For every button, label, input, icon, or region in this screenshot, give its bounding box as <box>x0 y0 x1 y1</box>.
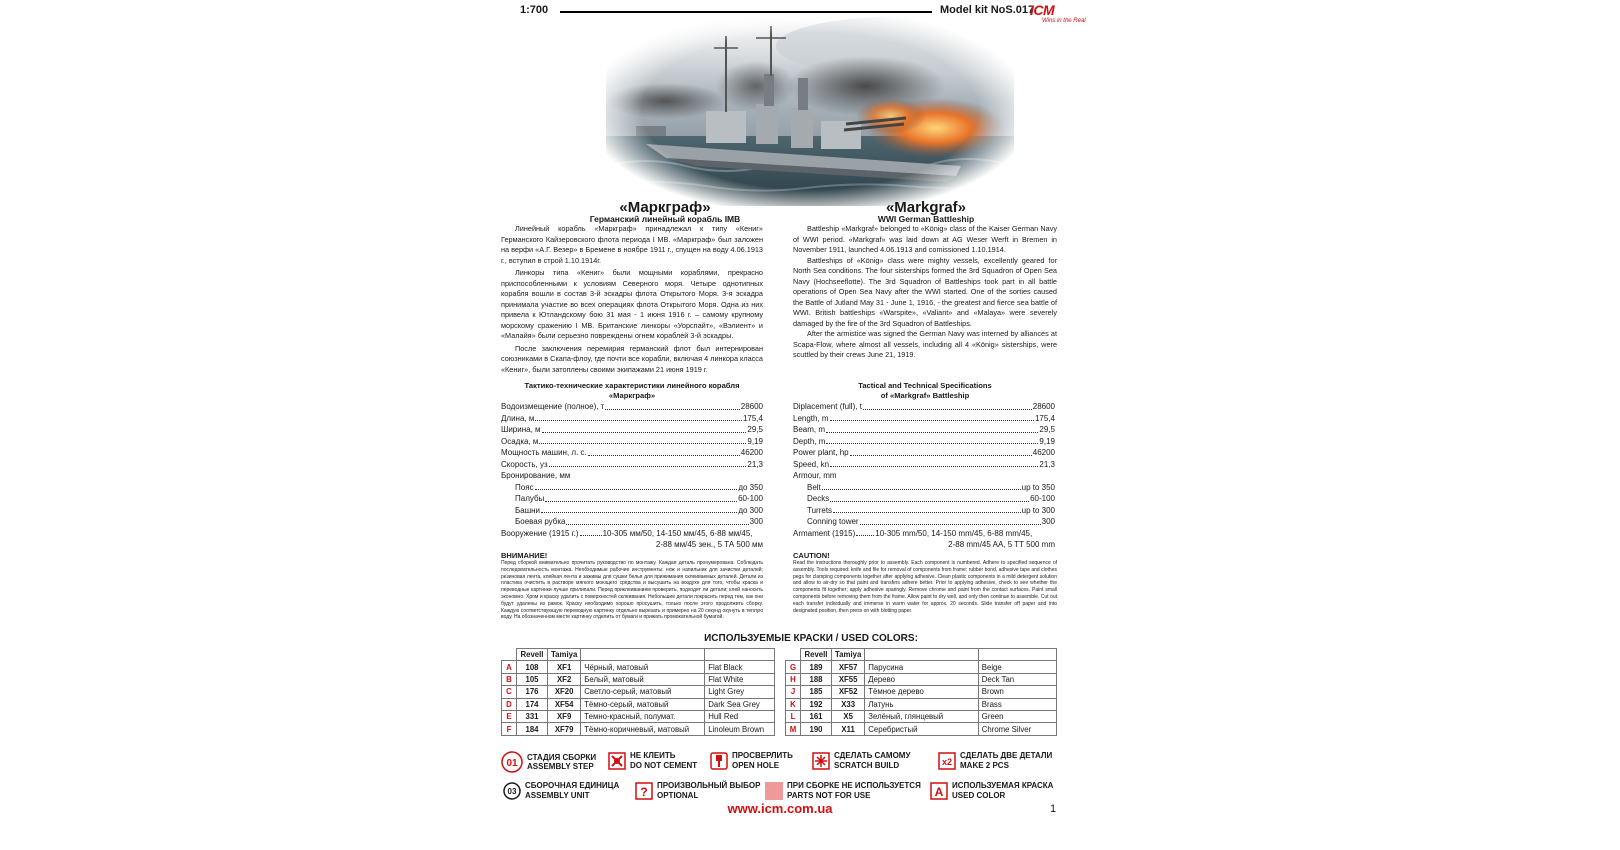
legend-label-en: ASSEMBLY STEP <box>527 762 594 771</box>
color-name-ru: Темно-красный, полумат. <box>581 710 705 722</box>
legend-label-en: PARTS NOT FOR USE <box>787 790 871 800</box>
spec-value: 29,5 <box>1039 425 1055 434</box>
en-spec-title-line: of «Markgraf» Battleship <box>880 391 970 400</box>
legend-do-not-cement <box>608 751 697 770</box>
en-subtitle: WWI German Battleship <box>877 214 975 224</box>
scratch-build-icon <box>812 752 830 770</box>
page-number: 1 <box>1050 803 1057 815</box>
spec-value: 28600 <box>740 402 763 411</box>
legend-label-en: MAKE 2 PCS <box>960 760 1009 770</box>
legend-label-ru: ИСПОЛЬЗУЕМАЯ КРАСКА <box>952 781 1054 790</box>
ru-spec-title-line: Тактико-технические характеристики линейного корабля <box>524 381 740 390</box>
assembly-unit-icon <box>503 782 521 800</box>
revell-code: 174 <box>517 698 548 710</box>
color-letter: H <box>786 673 801 685</box>
spec-value: 60-100 <box>738 494 763 503</box>
tamiya-code: XF57 <box>832 661 865 673</box>
model-kit-number: Model kit NoS.017 <box>940 4 1035 16</box>
spec-label: Belt <box>807 482 821 492</box>
revell-code: 185 <box>801 686 832 698</box>
logo-tagline: Wins in the Real <box>1042 18 1086 24</box>
color-name-ru: Тёмно-серый, матовый <box>581 698 705 710</box>
legend-label-en: OPTIONAL <box>657 790 699 800</box>
spec-value: 9,19 <box>747 436 763 446</box>
spec-row <box>501 493 763 505</box>
icm-logo <box>1028 2 1090 28</box>
en-caution-text: Read the instructions thoroughly prior to assembly. Each component is numbered. Adhere to specified sequence of assembly. Tools required: knife and file for removal of components from frame; rubber bond, adhesive tape and clothes pegs for clamping components together after applying adhesive. Clean plastic components in a mild detergent solution and allow to air-dry so that paint and transfers adhere better. Prior to applying adhesive, check to see whether the components fit together; apply adhesive sparingly. Remove chrome and paint from the contact surfaces. Paint small components before removing them from the frame. Allow paint to dry well, and only then continue to assemble. Cut out each transfer individually and immerse in warm water for approx. 20 seconds. Slide transfer off paper and into designated position, then press on with blotting paper. <box>793 560 1057 614</box>
svg-text:?: ? <box>640 784 648 799</box>
tamiya-code: XF1 <box>548 661 581 673</box>
spec-label: Вооружение (1915 г.) <box>501 528 579 538</box>
ru-caution-title: ВНИМАНИЕ! <box>501 551 548 560</box>
ru-description <box>501 224 763 375</box>
spec-label: Пояс <box>515 482 534 492</box>
tamiya-code: X33 <box>832 698 865 710</box>
colors-table-left <box>501 648 775 736</box>
legend-label-en: USED COLOR <box>952 790 1006 800</box>
legend-label-en: ASSEMBLY UNIT <box>525 790 590 800</box>
color-letter: K <box>786 698 801 710</box>
legend-assembly-step <box>501 751 596 773</box>
legend-label-ru: ПРОИЗВОЛЬНЫЙ ВЫБОР <box>657 781 761 790</box>
revell-code: 331 <box>517 710 548 722</box>
spec-label: Armament (1915) <box>793 528 856 538</box>
color-letter: C <box>502 686 517 698</box>
color-name-ru: Тёмное дерево <box>865 686 978 698</box>
color-name-ru: Тёмно-коричневый, матовый <box>581 723 705 735</box>
spec-label: Водоизмещение (полное), т <box>501 402 605 411</box>
spec-label: Ширина, м <box>501 425 541 434</box>
en-title: «Markgraf» <box>885 199 967 216</box>
spec-row <box>501 401 763 413</box>
legend-label-ru: СТАДИЯ СБОРКИ <box>527 752 597 762</box>
optional-icon <box>635 782 653 800</box>
table-row <box>502 710 775 722</box>
revell-code: 189 <box>801 661 832 673</box>
spec-row <box>501 505 763 517</box>
colors-table-right <box>785 648 1057 736</box>
color-name-ru: Зелёный, глянцевый <box>865 710 978 722</box>
ru-title: «Маркграф» <box>619 199 711 216</box>
do-not-cement-icon <box>608 752 626 770</box>
col-revell: Revell <box>517 649 548 661</box>
spec-row <box>501 459 763 471</box>
table-row <box>786 698 1057 710</box>
revell-code: 108 <box>517 661 548 673</box>
revell-code: 161 <box>801 710 832 722</box>
spec-value: 46200 <box>1032 448 1055 457</box>
spec-label: Палубы <box>515 494 545 503</box>
not-used-icon <box>765 782 783 800</box>
tamiya-code: XF2 <box>548 673 581 685</box>
legend-label-ru: ПРОСВЕРЛИТЬ <box>732 751 793 760</box>
tamiya-code: XF9 <box>548 710 581 722</box>
en-spec-title-line: Tactical and Technical Specifications <box>858 381 992 390</box>
armour-heading: Бронирование, мм <box>501 471 571 480</box>
spec-label: Мощность машин, л. с. <box>501 448 587 457</box>
spec-value: up to 300 <box>1021 505 1055 515</box>
tamiya-code: XF52 <box>832 686 865 698</box>
spec-label: Depth, m <box>793 436 826 446</box>
table-header-row <box>786 649 1057 661</box>
en-spec-list <box>793 401 1055 551</box>
spec-label: Speed, kn <box>793 459 830 469</box>
spec-value: up to 350 <box>1021 482 1055 492</box>
revell-code: 105 <box>517 673 548 685</box>
spec-row <box>793 436 1055 448</box>
spec-row <box>501 516 763 528</box>
spec-label: Beam, m <box>793 425 826 434</box>
color-name-ru: Светло-серый, матовый <box>581 686 705 698</box>
ru-subtitle: Германский линейный корабль IМВ <box>589 214 741 224</box>
tamiya-code: XF55 <box>832 673 865 685</box>
revell-code: 192 <box>801 698 832 710</box>
spec-label: Длина, м <box>501 413 535 423</box>
armament-continued: 2-88 mm/45 AA, 5 TT 500 mm <box>948 540 1055 549</box>
spec-value: 10-305 mm/50, 14-150 mm/45, 6-88 mm/45, <box>875 528 1033 538</box>
color-letter: J <box>786 686 801 698</box>
tamiya-code: X5 <box>832 710 865 722</box>
color-name-en: Flat White <box>705 673 775 685</box>
spec-label: Боевая рубка <box>515 517 566 526</box>
color-name-ru: Дерево <box>865 673 978 685</box>
table-row <box>786 673 1057 685</box>
tamiya-code: X11 <box>832 723 865 735</box>
drill-icon <box>710 752 728 770</box>
color-name-ru: Серебристый <box>865 723 978 735</box>
col-tamiya: Tamiya <box>832 649 865 661</box>
ru-spec-list <box>501 401 763 551</box>
spec-value: до 300 <box>738 505 763 515</box>
legend-make-two <box>938 751 1052 770</box>
spec-value: 21,3 <box>1039 459 1055 469</box>
tamiya-code: XF20 <box>548 686 581 698</box>
color-letter: E <box>502 710 517 722</box>
legend-label-en: SCRATCH BUILD <box>834 760 900 770</box>
ru-spec-title <box>501 381 763 401</box>
color-letter: B <box>502 673 517 685</box>
spec-row <box>793 413 1055 425</box>
spec-label: Power plant, hp <box>793 448 849 457</box>
battleship-illustration <box>606 16 1014 206</box>
legend-scratch-build <box>812 751 910 770</box>
spec-row <box>501 436 763 448</box>
color-name-en: Chrome Silver <box>978 723 1056 735</box>
spec-label: Башни <box>515 505 541 515</box>
color-name-en: Beige <box>978 661 1056 673</box>
legend-label-ru: СДЕЛАТЬ САМОМУ <box>834 751 911 760</box>
color-name-en: Light Grey <box>705 686 775 698</box>
armour-heading: Armour, mm <box>793 471 837 480</box>
table-row <box>502 723 775 735</box>
legend-label-en: DO NOT CEMENT <box>630 760 698 770</box>
instruction-page <box>501 0 1102 850</box>
col-tamiya: Tamiya <box>548 649 581 661</box>
spec-value: 28600 <box>1032 402 1055 411</box>
legend-used-color <box>930 781 1053 800</box>
en-paragraph: Battleships of «König» class were mighty vessels, excellently geared for North Sea conditions. The four sisterships formed the 3rd Squadron of Open Sea Navy (Hochseeflotte). The 3rd Squadron of Battleships took part in all battle operations of Open Sea Navy after the WWI started. One of the sorties caused the Battle of Jutland May 31 - June 1, 1916, - the greatest and fierce sea battle of WWI. British battleships «Warspite», «Valiant» and «Malaya» were severely damaged by the fire of the 3rd Squadron of Battleships. <box>793 255 1057 328</box>
ru-caution-text: Перед сборкой внимательно прочитать руководство по монтажу. Каждая деталь пронумерована. Соблюдать последовательность монтажа. Необходимые рабочие инструменты: нож и напильник для зачистки деталей; резиновая лента, клейкая лента и зажимы для сушки белья для прижимания склеиваемых деталей. Детали из пластика очистить в растворе мягкого моющего средства и высушить на воздухе для того, чтобы краска и переводные картинки лучше прилипали. Перед приклеиванием проверить, подходят ли детали; клей наносить экономно. Хром и краску удалить с поверхностей склеивания. Небольшие детали покрасить перед тем, как они будут удалены из рамок. Краску необходимо хорошо просушить, только после этого продолжить сборку. Каждую соответствующую переводную картинку отдельно вырезать и примерно на 20 секунд окунуть в теплую воду. На обозначенном месте картинку отделить от бумаги и прижать промокательной бумагой. <box>501 560 763 621</box>
color-name-en: Brass <box>978 698 1056 710</box>
color-name-ru: Парусина <box>865 661 978 673</box>
spec-value: 29,5 <box>747 425 763 434</box>
armament-continued: 2-88 мм/45 зен., 5 ТА 500 мм <box>655 540 763 549</box>
color-letter: D <box>502 698 517 710</box>
ru-paragraph: Линейный корабль «Маркграф» принадлежал к типу «Кениг» Германского Кайзеровского флота периода I МВ. «Маркграф» был заложен на верфи «А.Г. Везер» в Бремене в ноябре 1911 г., спущен на воду 4.06.1913 г., вступил в строй 1.10.1914г. <box>501 224 763 265</box>
spec-row <box>793 424 1055 436</box>
spec-value: 21,3 <box>747 459 763 469</box>
svg-text:A: A <box>934 784 944 799</box>
color-letter: M <box>786 723 801 735</box>
spec-label: Conning tower <box>807 517 859 526</box>
spec-label: Decks <box>807 494 830 503</box>
spec-value: 9,19 <box>1039 436 1055 446</box>
color-name-en: Hull Red <box>705 710 775 722</box>
svg-text:03: 03 <box>507 786 517 796</box>
color-letter: A <box>502 661 517 673</box>
spec-value: 300 <box>1041 517 1055 526</box>
table-row <box>786 723 1057 735</box>
color-letter: G <box>786 661 801 673</box>
spec-label: Length, m <box>793 413 829 423</box>
color-name-en: Green <box>978 710 1056 722</box>
tamiya-code: XF54 <box>548 698 581 710</box>
spec-row <box>501 424 763 436</box>
legend-label-ru: ПРИ СБОРКЕ НЕ ИСПОЛЬЗУЕТСЯ <box>787 781 921 790</box>
spec-label: Turrets <box>807 505 833 515</box>
color-name-en: Brown <box>978 686 1056 698</box>
color-letter: L <box>786 710 801 722</box>
spec-row <box>793 516 1055 528</box>
legend-not-used <box>765 781 921 800</box>
spec-value: 175,4 <box>742 413 763 423</box>
legend-label-ru: НЕ КЛЕИТЬ <box>630 751 676 760</box>
revell-code: 190 <box>801 723 832 735</box>
spec-row <box>793 528 1055 540</box>
ru-paragraph: После заключения перемирия германский флот был интернирован союзниками в Скапа-флоу, где почти все корабли, включая 4 линкора класса «Кениг», были затоплены своими экипажами 21 июня 1919 г. <box>501 343 763 374</box>
spec-row <box>501 528 763 540</box>
color-name-ru: Латунь <box>865 698 978 710</box>
legend-optional <box>635 781 760 800</box>
spec-row <box>793 459 1055 471</box>
en-description <box>793 224 1057 361</box>
svg-text:01: 01 <box>506 758 518 769</box>
spec-value: 10-305 мм/50, 14-150 мм/45, 6-88 мм/45, <box>602 528 753 538</box>
color-letter: F <box>502 723 517 735</box>
spec-row <box>501 413 763 425</box>
legend-label-en: OPEN HOLE <box>732 760 780 770</box>
revell-code: 184 <box>517 723 548 735</box>
color-name-en: Flat Black <box>705 661 775 673</box>
spec-row <box>793 493 1055 505</box>
logo-text: ICM <box>1030 2 1055 18</box>
col-revell: Revell <box>801 649 832 661</box>
spec-value: 175,4 <box>1034 413 1055 423</box>
used-colors-heading: ИСПОЛЬЗУЕМЫЕ КРАСКИ / USED COLORS: <box>704 633 918 644</box>
scale-label: 1:700 <box>520 4 549 16</box>
color-name-en: Linoleum Brown <box>705 723 775 735</box>
en-caution-title: CAUTION! <box>793 551 830 560</box>
table-row <box>502 661 775 673</box>
en-paragraph: Battleship «Markgraf» belonged to «König» class of the Kaiser German Navy of WWI period. «Markgraf» was laid down at AG Weser Werft in Bremen in November 1911, launched 4.06.1913 and comissioned 1.10.1914. <box>793 224 1057 254</box>
legend-label-ru: СДЕЛАТЬ ДВЕ ДЕТАЛИ <box>960 751 1053 760</box>
spec-label: Diplacement (full), t <box>793 402 862 411</box>
spec-row <box>793 447 1055 459</box>
used-color-icon <box>930 782 948 800</box>
spec-value: 300 <box>749 517 763 526</box>
ru-spec-title-line: «Маркграф» <box>608 391 656 400</box>
spec-value: 46200 <box>740 448 763 457</box>
make-two-icon <box>938 752 956 770</box>
table-row <box>786 710 1057 722</box>
tamiya-code: XF79 <box>548 723 581 735</box>
spec-row <box>793 482 1055 494</box>
table-row <box>786 661 1057 673</box>
spec-row <box>501 482 763 494</box>
spec-row <box>501 447 763 459</box>
table-row <box>502 686 775 698</box>
color-name-ru: Белый, матовый <box>581 673 705 685</box>
en-paragraph: After the armistice was signed the German Navy was interned by alliances at Scapa-Flow, where almost all vessels, including all 4 «König» sisterships, were scuttled by their crews June 21, 1919. <box>793 329 1057 359</box>
legend-open-hole <box>710 751 793 770</box>
revell-code: 176 <box>517 686 548 698</box>
table-row <box>502 673 775 685</box>
spec-row <box>793 505 1055 517</box>
table-header-row <box>502 649 775 661</box>
svg-text:x2: x2 <box>941 756 953 767</box>
website-link[interactable]: www.icm.com.ua <box>727 801 833 816</box>
table-row <box>502 698 775 710</box>
ru-paragraph: Линкоры типа «Кениг» были мощными кораблями, прекрасно приспособленными к условиям Северного моря. Четыре однотипных корабля вошли в состав 3-й эскадры флота Открытого Моря. 3-я эскадра принимала участие во всех операциях флота Открытого Моря. Одна из них привела к Ютландскому бою 31 мая - 1 июня 1916 г. – самому крупному морскому сражению I МВ. Британские линкоры «Уорспайт», «Вэлиент» и «Малайя» были серьезно повреждены огнем кораблей 3-й эскадры. <box>501 268 763 340</box>
color-name-en: Dark Sea Grey <box>705 698 775 710</box>
color-name-en: Deck Tan <box>978 673 1056 685</box>
header-rule <box>560 11 932 13</box>
spec-label: Осадка, м <box>501 436 539 446</box>
legend-assembly-unit <box>503 781 619 800</box>
spec-value: 60-100 <box>1030 494 1055 503</box>
spec-value: до 350 <box>738 482 763 492</box>
spec-row <box>793 401 1055 413</box>
revell-code: 188 <box>801 673 832 685</box>
table-row <box>786 686 1057 698</box>
color-name-ru: Чёрный, матовый <box>581 661 705 673</box>
assembly-step-icon <box>501 751 523 773</box>
en-spec-title <box>793 381 1057 401</box>
spec-label: Скорость, уз <box>501 459 548 469</box>
legend-label-ru: СБОРОЧНАЯ ЕДИНИЦА <box>525 781 620 790</box>
